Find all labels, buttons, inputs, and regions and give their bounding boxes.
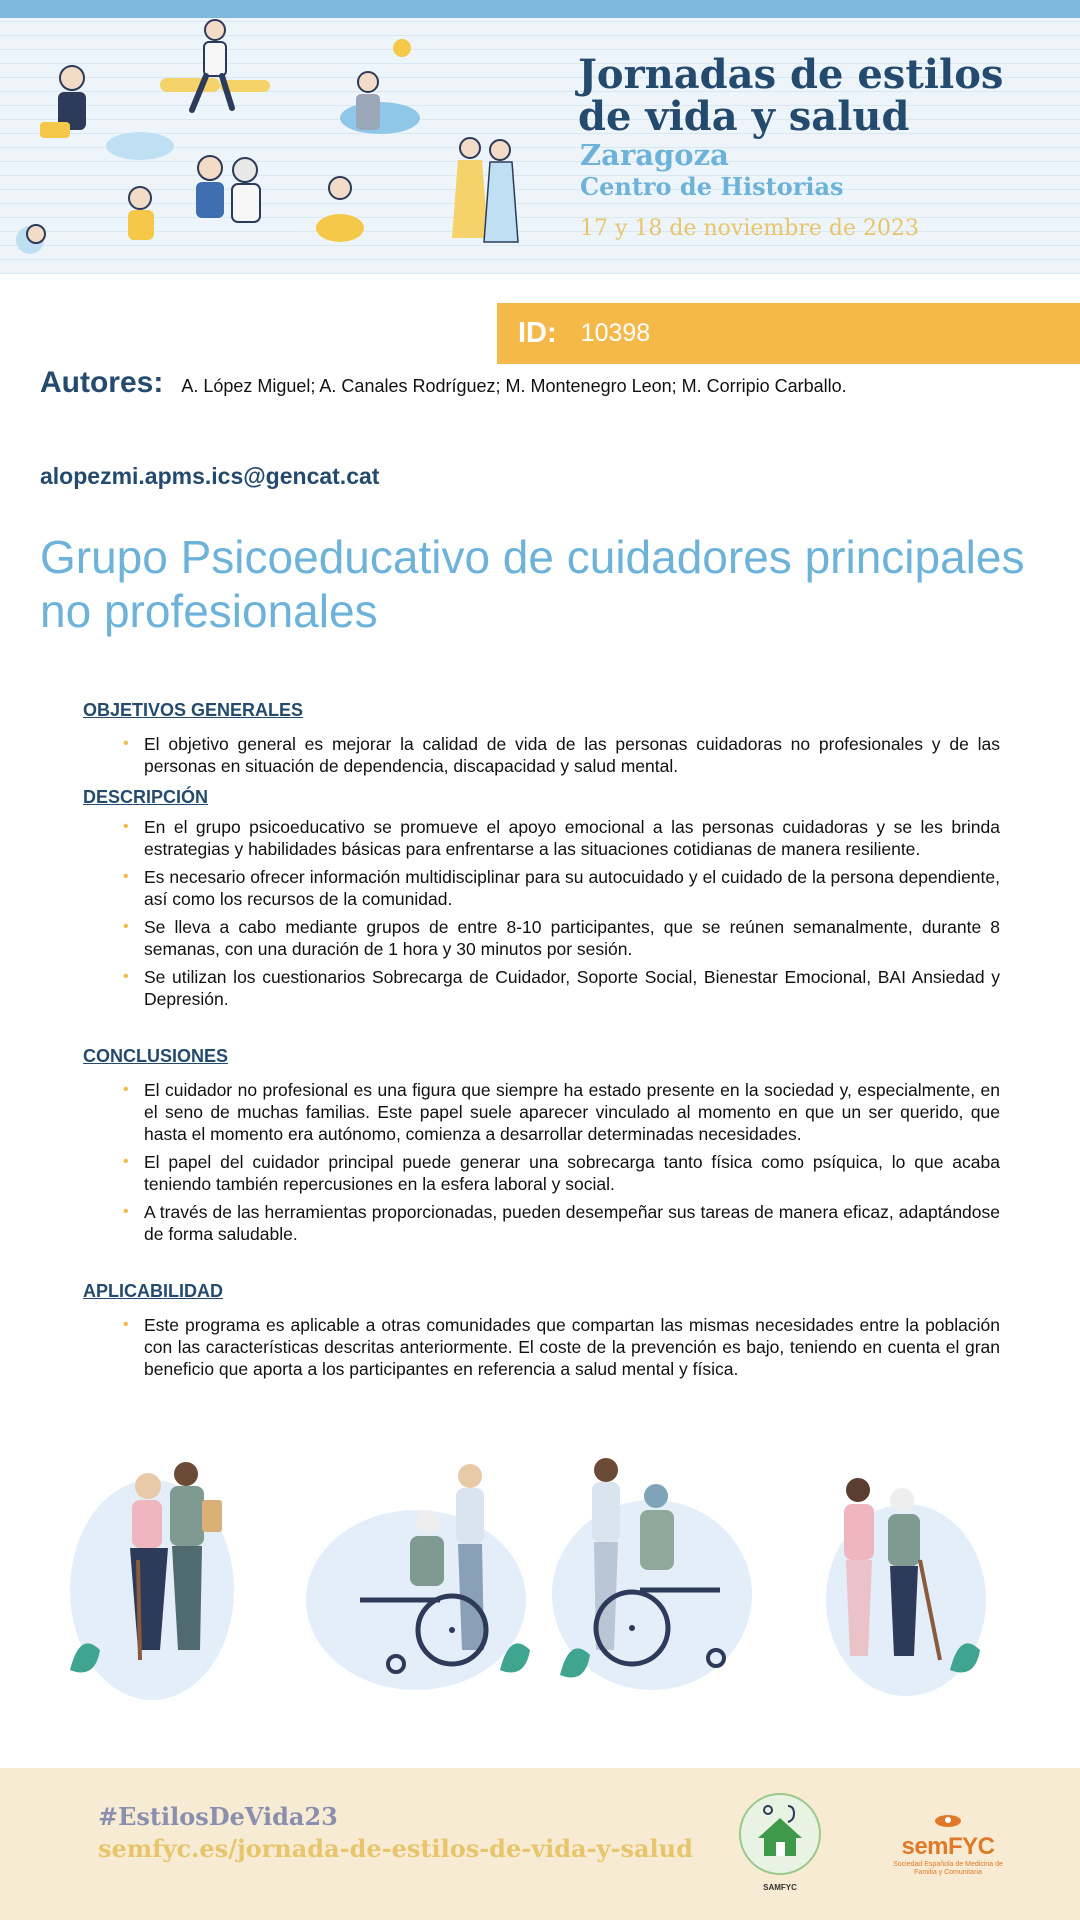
elderly-support-illustration [826,1478,986,1696]
authors-line [40,366,847,400]
conclusiones-list [83,1079,1000,1245]
header-illustration [0,18,540,274]
descripcion-list [83,816,1000,1010]
list-item: • El objetivo general es mejorar la calidad de vida de las personas cuidadoras no profesionales y de las personas en situación de dependencia, discapacidad y salud mental. [123,734,1000,776]
event-date: 17 y 18 de noviembre de 2023 [580,216,919,241]
semfyc-logo [890,1812,1006,1877]
list-item: • El cuidador no profesional es una figura que siempre ha estado presente en la sociedad y, especialmente, en el seno de muchas familias. Este papel suele aparecer vinculado al momento en que un ser querido, que hasta el momento era autónomo, comienza a desarrollar determinadas necesidades. [123,1080,1000,1144]
bullet-icon: • [123,968,129,985]
footer-url[interactable]: semfyc.es/jornada-de-estilos-de-vida-y-salud [98,1834,693,1863]
top-accent-bar [0,0,1080,18]
list-item: • A través de las herramientas proporcionadas, pueden desempeñar sus tareas de manera eficaz, adaptándose de forma saludable. [123,1202,1000,1244]
aplicabilidad-list [83,1314,1000,1380]
semfyc-logo-text: semFYC [901,1833,995,1860]
poster-footer [0,1768,1080,1920]
event-city: Zaragoza [580,138,729,172]
caregivers-walking-illustration [70,1462,234,1700]
bullet-icon: • [123,735,129,752]
section-heading-descripcion: DESCRIPCIÓN [83,787,209,807]
section-heading-aplicabilidad: APLICABILIDAD [83,1281,223,1301]
wheelchair-illustration-1 [306,1464,530,1690]
list-item: • Se lleva a cabo mediante grupos de entre 8-10 participantes, que se reúnen semanalmente, durante 8 semanas, con una duración de 1 hora y 30 minutos por sesión. [123,917,1000,959]
semfyc-logo-subtitle: Sociedad Española de Medicina de Familia y Comunitaria [893,1861,1003,1876]
bullet-icon: • [123,1081,129,1098]
list-item: • Este programa es aplicable a otras comunidades que compartan las mismas necesidades entre la población con las características descritas anteriormente. El coste de la prevención es bajo, teniendo en cuenta el gran beneficio que aporta a los participantes en referencia a salud mental y física. [123,1315,1000,1379]
samfyc-logo [730,1792,830,1910]
caregiver-illustrations [0,1450,1080,1710]
footer-hashtag[interactable]: #EstilosDeVida23 [98,1802,338,1831]
house-stethoscope-icon [738,1792,822,1876]
objetivos-list [83,733,1000,777]
bullet-icon: • [123,1316,129,1333]
section-heading-conclusiones: CONCLUSIONES [83,1046,229,1066]
id-badge [497,303,1080,364]
id-label: ID: [518,317,557,349]
list-item: • El papel del cuidador principal puede generar una sobrecarga tanto física como psíquica, lo que acaba teniendo también repercusiones en la esfera laboral y social. [123,1152,1000,1194]
samfyc-logo-text: SAMFYC [763,1883,797,1892]
poster-title: Grupo Psicoeducativo de cuidadores principales no profesionales [40,531,1025,637]
wheelchair-illustration-2 [552,1458,752,1690]
authors-names: A. López Miguel; A. Canales Rodríguez; M. Montenegro Leon; M. Corripio Carballo. [181,376,847,396]
bullet-icon: • [123,1203,129,1220]
list-item: • Se utilizan los cuestionarios Sobrecarga de Cuidador, Soporte Social, Bienestar Emocional, BAI Ansiedad y Depresión. [123,967,1000,1009]
bullet-icon: • [123,868,129,885]
authors-label: Autores: [40,366,164,399]
event-header-banner [0,18,1080,274]
bullet-icon: • [123,818,129,835]
event-title: Jornadas de estilos de vida y salud [578,51,1004,140]
bullet-icon: • [123,918,129,935]
contact-email[interactable]: alopezmi.apms.ics@gencat.cat [40,463,380,489]
event-venue: Centro de Historias [580,172,844,201]
list-item: • En el grupo psicoeducativo se promueve el apoyo emocional a las personas cuidadoras y se les brinda estrategias y habilidades básicas para enfrentarse a las situaciones cotidianas de manera resiliente. [123,817,1000,859]
semfyc-emblem-icon [933,1812,963,1828]
section-heading-objetivos: OBJETIVOS GENERALES [83,700,304,720]
list-item: • Es necesario ofrecer información multidisciplinar para su autocuidado y el cuidado de la persona dependiente, así como los recursos de la comunidad. [123,867,1000,909]
bullet-icon: • [123,1153,129,1170]
id-value: 10398 [580,319,651,347]
poster-content [83,700,1000,1386]
